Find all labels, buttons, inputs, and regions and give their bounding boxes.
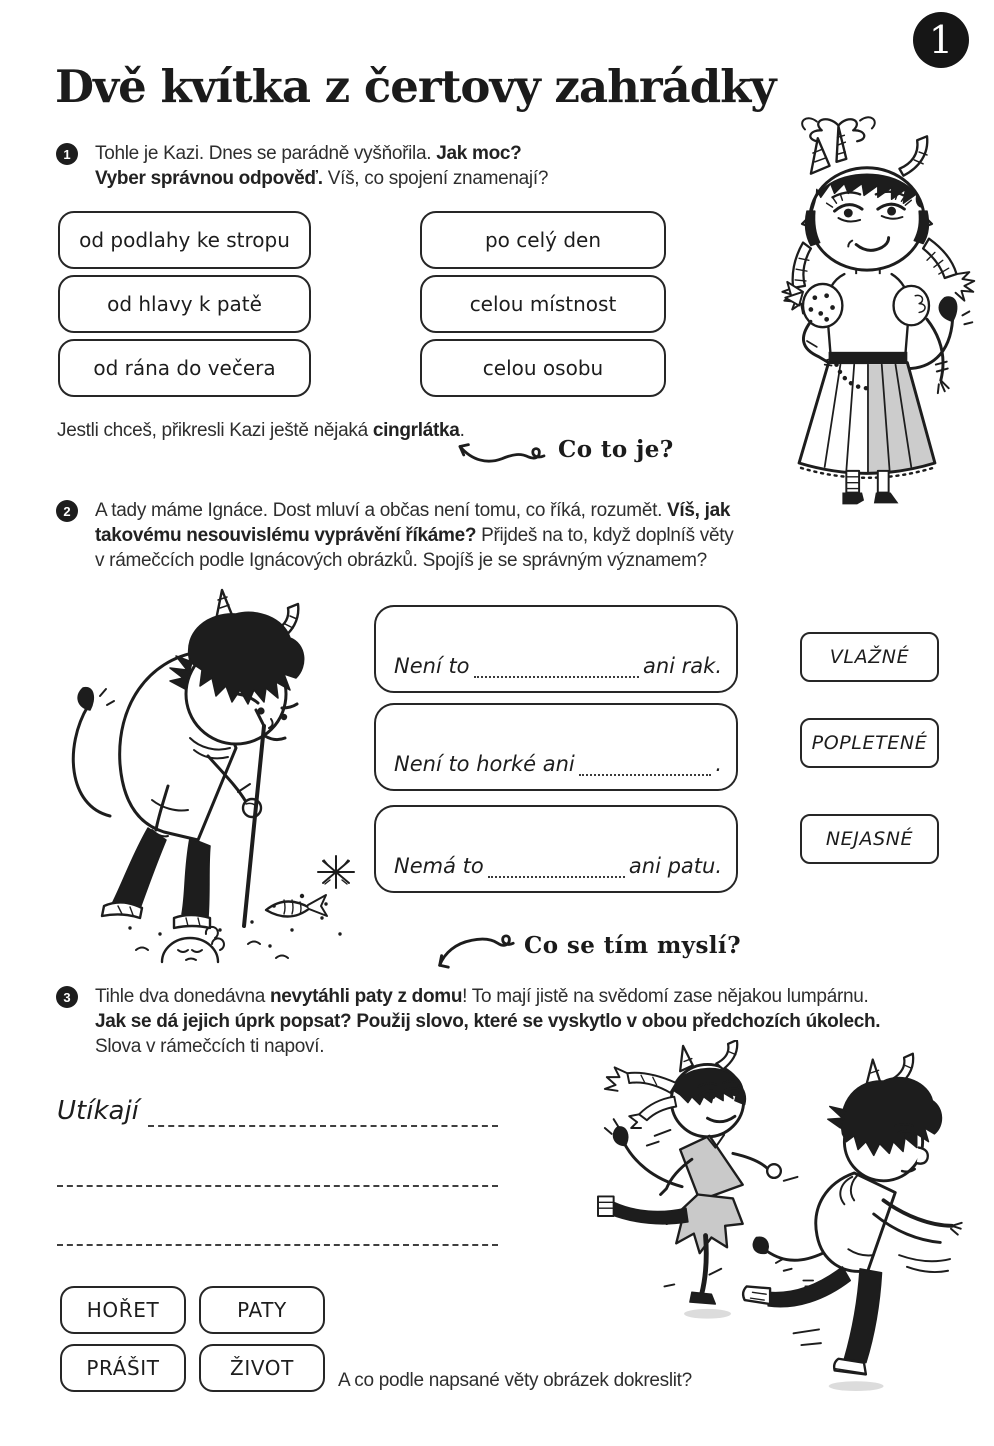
sentence-suffix: ani patu. — [628, 854, 722, 878]
task-2-line2: Přijdeš na to, když doplníš věty — [476, 525, 734, 546]
task-1-line1-bold: Jak moc? — [436, 143, 522, 164]
sentence-blank-3[interactable] — [488, 871, 625, 878]
word-label: ŽIVOT — [230, 1356, 294, 1380]
task-1-line2-bold: Vyber správnou odpověď. — [95, 168, 323, 189]
sentence-box-2[interactable] — [374, 703, 738, 791]
task-1-line2: Víš, co spojení znamenají? — [322, 168, 549, 189]
phrase-label: po celý den — [484, 228, 601, 252]
note-text: Jestli chceš, přikresli Kazi ještě nějaká — [57, 420, 373, 441]
task-3-line2-bold: Jak se dá jejich úprk popsat? Použij slovo, které se vyskytlo v obou předchozích úkolech. — [95, 1011, 881, 1032]
meaning-box-nejasne[interactable] — [800, 814, 939, 864]
phrase-box-od-podlahy[interactable] — [58, 211, 311, 269]
task-3-line1: Tihle dva donedávna — [95, 986, 270, 1007]
word-box-zivot[interactable] — [199, 1344, 325, 1392]
squiggle-arrow-icon — [452, 440, 552, 468]
sentence-suffix: ani rak. — [642, 654, 722, 678]
phrase-label: od hlavy k patě — [107, 292, 262, 316]
write-area-label: Utíkají — [57, 1096, 139, 1126]
task-3-number: 3 — [63, 989, 71, 1005]
task-2-line2-bold: takovému nesouvislému vyprávění říkáme? — [95, 525, 477, 546]
task-3-bullet — [56, 986, 78, 1008]
ignac-illustration — [40, 578, 365, 968]
task-2-line1: A tady máme Ignáce. Dost mluví a občas není tomu, co říká, rozumět. — [95, 500, 668, 521]
sentence-prefix: Není to horké ani — [394, 752, 575, 776]
cingrlatka-note — [57, 418, 465, 443]
word-label: PATY — [237, 1298, 287, 1322]
word-box-paty[interactable] — [199, 1286, 325, 1334]
phrase-label: celou místnost — [469, 292, 617, 316]
phrase-box-po-cely-den[interactable] — [420, 211, 666, 269]
word-label: PRÁŠIT — [86, 1356, 160, 1380]
meaning-label: POPLETENÉ — [811, 732, 928, 754]
phrase-box-celou-mistnost[interactable] — [420, 275, 666, 333]
task-2-text — [95, 498, 975, 573]
phrase-box-celou-osobu[interactable] — [420, 339, 666, 397]
page-number: 1 — [928, 18, 954, 62]
task-1-line1: Tohle je Kazi. Dnes se parádně vyšňořila. — [95, 143, 437, 164]
page-number-badge — [913, 12, 969, 68]
task-3-line3: Slova v rámečcích ti napoví. — [95, 1036, 325, 1057]
write-line-3[interactable] — [57, 1219, 498, 1246]
phrase-label: celou osobu — [482, 356, 604, 380]
task-3-line1-end: ! To mají jistě na svědomí zase nějakou lumpárnu. — [462, 986, 869, 1007]
squiggle-arrow-icon — [432, 928, 518, 970]
phrase-box-od-hlavy[interactable] — [58, 275, 311, 333]
write-line-1[interactable] — [148, 1100, 498, 1127]
task-2-line1-bold: Víš, jak — [667, 500, 731, 521]
phrase-label: od podlahy ke stropu — [79, 228, 290, 252]
sentence-box-3[interactable] — [374, 805, 738, 893]
note-period: . — [459, 420, 465, 441]
meaning-box-vlazne[interactable] — [800, 632, 939, 682]
write-line-2[interactable] — [57, 1160, 498, 1187]
task-2-number: 2 — [63, 503, 71, 519]
sentence-suffix: . — [715, 752, 722, 776]
callout-what-is-it: Co to je? — [558, 436, 674, 463]
sentence-box-1[interactable] — [374, 605, 738, 693]
task-2-line3: v rámečcích podle Ignácových obrázků. Spojíš je se správným významem? — [95, 550, 707, 571]
note-bold: cingrlátka — [372, 420, 460, 441]
running-devils-illustration — [556, 1040, 992, 1392]
task-2-bullet — [56, 500, 78, 522]
sentence-prefix: Nemá to — [394, 854, 484, 878]
sentence-blank-1[interactable] — [474, 671, 639, 678]
meaning-box-popletene[interactable] — [800, 718, 939, 768]
task-1-bullet — [56, 143, 78, 165]
kazi-illustration — [742, 112, 990, 507]
callout-what-is-meant: Co se tím myslí? — [524, 932, 741, 959]
task-3-line1-bold: nevytáhli paty z domu — [269, 986, 463, 1007]
word-label: HOŘET — [86, 1298, 160, 1322]
sentence-blank-2[interactable] — [579, 769, 712, 776]
closing-question: A co podle napsané věty obrázek dokreslit? — [338, 1370, 692, 1391]
page-title: Dvě kvítka z čertovy zahrádky — [55, 60, 776, 113]
meaning-label: VLAŽNÉ — [829, 646, 910, 668]
meaning-label: NEJASNÉ — [825, 828, 914, 850]
word-box-horet[interactable] — [60, 1286, 186, 1334]
phrase-box-od-rana[interactable] — [58, 339, 311, 397]
word-box-prasit[interactable] — [60, 1344, 186, 1392]
phrase-label: od rána do večera — [93, 356, 276, 380]
sentence-prefix: Není to — [394, 654, 470, 678]
task-1-number: 1 — [63, 146, 71, 162]
